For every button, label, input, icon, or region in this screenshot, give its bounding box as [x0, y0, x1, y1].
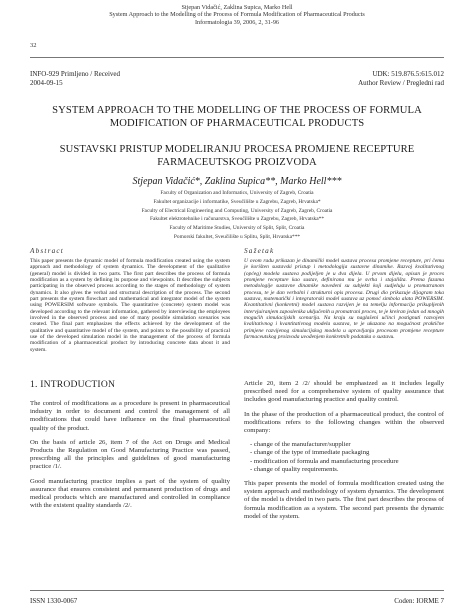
footer-issn: ISSN 1330-0067 — [30, 597, 78, 605]
affiliation-5: Faculty of Maritime Studies, University of Split, Split, Croatia — [169, 225, 305, 232]
modification-list — [244, 441, 444, 474]
header-rule — [30, 57, 444, 58]
intro-paragraph-2: On the basis of article 26, item 7 of the Act on Drugs and Medical Products the Regulation on Good Manufacturing Practice was passed, prescribing all the principles and guidelines of good manufacturing practice /1/. — [30, 438, 230, 471]
right-paragraph-2: In the phase of the production of a pharmaceutical product, the control of modifications refers to the following changes within the observed company: — [244, 410, 444, 435]
intro-paragraph-3: Good manufacturing practice implies a part of the system of quality assurance that ensures consistent and permanent production of drugs and medical products which are manufactured and controlled in compliance with the existent quality standards /2/. — [30, 477, 230, 510]
affiliations — [40, 189, 434, 242]
author-list: Stjepan Vidačić*, Zaklina Supica**, Marko Hell*** — [132, 176, 342, 187]
abstract-text: This paper presents the dynamic model of formula modification created using the system approach and methodology of system dynamics. The development of the qualitative (general) model is divided in two parts. The first part describes the process of formula modification as a system by defining its purpose and viewpoints. It describes the subjects participating in the observed process according to the stages of methodology of system dynamics. It also gives the verbal and structural description of the process. The second part presents the system flowchart and mathematical and integrator model of the system using POWERSIM software symbols. The quantitative (concrete) system model was developed according to the relevant information, gathered by interviewing the employees involved in the observed process and one of many possible simulation scenarios was created. The final part emphasizes the effects achieved by the development of the qualitative and quantitative model of the system, and points to the possibility of practical use of the developed simulation model in the management of the process of formula modification of a pharmaceutical product by introducing concrete data about it and system. — [30, 258, 230, 353]
affiliation-2: Fakultet organizacije i informatike, Sveučilište u Zagrebu, Zagreb, Hrvatska* — [153, 198, 321, 205]
meta-left — [30, 70, 120, 88]
list-item: - change of the manufacturer/supplier — [250, 441, 351, 449]
sazetak-heading: Sažetak — [244, 247, 275, 255]
sazetak-block — [244, 247, 444, 340]
running-head-authors: Stjepan Vidačić, Zaklina Supica, Marko Hell — [181, 4, 293, 11]
running-head-title: System Approach to the Modelling of the Process of Formula Modification of Pharmaceutical Products — [109, 11, 365, 19]
meta-udk: UDK: 519.876.5:615.012 — [372, 70, 444, 78]
introduction-section — [30, 379, 230, 516]
footer-coden: Coden: IORME 7 — [394, 597, 444, 605]
affiliation-4: Fakultet elektrotehnike i računarstva, Sveučilište u Zagrebu, Zagreb, Hrvatska** — [149, 216, 325, 223]
meta-article-type: Author Review / Pregledni rad — [358, 79, 444, 87]
affiliation-6: Pomorski fakultet, Sveučilište u Splitu, Split, Hrvatska*** — [173, 233, 301, 240]
meta-info-code: INFO-929 Primljeno / Received — [30, 70, 121, 78]
footer-rule — [30, 590, 444, 591]
affiliation-3: Faculty of Electrical Engineering and Computing, University of Zagreb, Zagreb, Croatia — [141, 207, 333, 214]
paper-title-croatian: SUSTAVSKI PRISTUP MODELIRANJU PROCESA PROMJENE RECEPTURE FARMACEUTSKOG PROIZVODA — [59, 144, 415, 168]
list-item: - change of quality requirements. — [250, 465, 339, 473]
abstract-block — [30, 247, 230, 353]
meta-date: 2004-09-15 — [30, 79, 63, 87]
right-paragraph-3: This paper presents the model of formula modification created using the system approach and methodology of system dynamics. The development of the model is divided in two parts. The first part describes the process of formula modification as a system. The second part presents the dynamic model of the system. — [244, 480, 444, 520]
affiliation-1: Faculty of Organization and Informatics, University of Zagreb, Croatia — [160, 190, 314, 196]
meta-right — [358, 70, 444, 88]
intro-paragraph-1: The control of modifications as a procedure is present in pharmaceutical industry in order to document and control the management of all modifications that could have influence on the final pharmaceutical quality of the product. — [30, 400, 230, 432]
section-title-introduction: 1. INTRODUCTION — [30, 379, 116, 390]
list-item: - change of the type of immediate packaging — [250, 449, 370, 457]
right-paragraph-1: Article 20, item 2 /2/ should be emphasized as it includes legally prescribed need for a comprehensive system of quality assurance that includes good manufacturing practice and quality control. — [244, 380, 444, 404]
list-item: - modification of formula and manufacturing procedure — [250, 457, 399, 465]
right-column-body — [244, 380, 444, 527]
abstract-heading: Abstract — [30, 247, 64, 255]
running-head-journal: Informatologia 39, 2006, 2, 31-96 — [194, 18, 280, 26]
page-number: 32 — [30, 42, 37, 49]
sazetak-text: U ovom radu prikazan je dinamički model sustava procesa promjene recepture, pri čemu je korišten sustavski pristup i metodologija sustavne dinamike. Razvoj kvalitativnog (općeg) modela sustava podijeljen je u dva dijela. U prvom dijelu, opisan je proces promjene recepture kao sustav, definirana mu je svrha i stajališta. Prema fazama metodologije sustavne dinamike navedeni su subjekti koji sudjeluju u promatranom procesu, te je dan verbalni i strukturni opis procesa. Drugi dio prikazuje dijagram toka sustava, matematički i integratorski model sustava uz pomoć simbola alata POWERSIM. Kvantitativni (konkretni) model sustava razvijen je na temelju informacija prikupljenih intervjuiranjem zaposlenika uključenih u promatrani proces, te je kreiran jedan od mnogih mogućih simulacijskih scenarija. Na kraju su naglašeni učinci postignuti razvojem kvalitativnog i kvantitativnog modela sustava, te je ukazano na mogućnost praktične primjene razvijenog simulacijskog modela u upravljanju procesom promjene recepture farmaceutskog proizvoda uvođenjem konkretnih podataka o sustavu. — [244, 258, 444, 341]
running-head — [0, 4, 474, 26]
paper-title-english: SYSTEM APPROACH TO THE MODELLING OF THE PROCESS OF FORMULA MODIFICATION OF PHARMACEUTICAL PRODUCTS — [52, 105, 422, 129]
